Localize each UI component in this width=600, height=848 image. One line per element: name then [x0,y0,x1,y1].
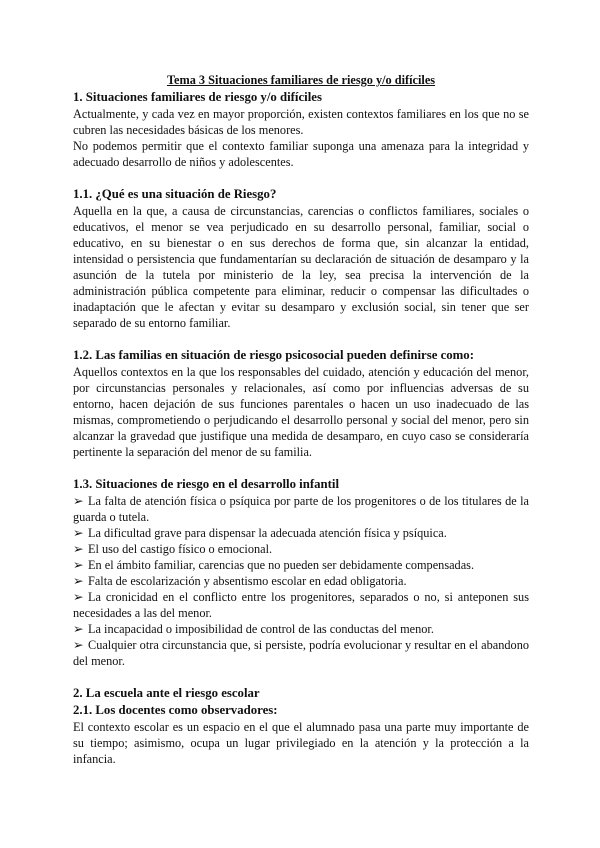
spacer [73,460,529,476]
risk-list [73,493,529,669]
spacer [73,170,529,186]
list-item [73,525,529,541]
arrow-bullet-icon: ➢ [73,526,84,540]
list-item [73,493,529,525]
spacer [73,331,529,347]
list-item-text: Cualquier otra circunstancia que, si persiste, podría evolucionar y resultar en el abandono del menor. [73,638,529,668]
list-item [73,557,529,573]
arrow-bullet-icon: ➢ [73,590,84,604]
document-page [73,72,529,767]
list-item [73,637,529,669]
section-1-2-paragraph: Aquellos contextos en la que los responsables del cuidado, atención y educación del menor, por circunstancias personales y relacionales, así como por influencias adversas de su entorno, hacen dejación de sus funciones parentales o hacen un uso inadecuado de las mismas, comprometiendo o perjudicando el desarrollo personal y social del menor, pero sin alcanzar la gravedad que justifique una medida de desamparo, en cuyo caso se consideraría pertinente la separación del menor de su familia. [73,365,529,459]
section-1-2-heading: 1.2. Las familias en situación de riesgo psicosocial pueden definirse como: [73,348,474,362]
section-2-1-heading: 2.1. Los docentes como observadores: [73,703,278,717]
spacer [73,669,529,685]
section-1-paragraph-1: Actualmente, y cada vez en mayor proporción, existen contextos familiares en los que no se cubren las necesidades básicas de los menores. [73,107,529,137]
list-item-text: La incapacidad o imposibilidad de control de las conductas del menor. [88,622,434,636]
section-1-1-paragraph: Aquella en la que, a causa de circunstancias, carencias o conflictos familiares, sociales o educativos, el menor se vea perjudicado en su desarrollo personal, familiar, social o educativo, en su bienestar o en sus derechos de forma que, sin alcanzar la entidad, intensidad o persistencia que fundamentarían su declaración de situación de desamparo y la asunción de la tutela por ministerio de la ley, sea precisa la intervención de la administración pública competente para eliminar, reducir o compensar las dificultades o inadaptación que le afectan y evitar su desamparo y exclusión social, sin tener que ser separado de su entorno familiar. [73,204,529,330]
section-2-heading: 2. La escuela ante el riesgo escolar [73,686,260,700]
list-item-text: En el ámbito familiar, carencias que no pueden ser debidamente compensadas. [88,558,475,572]
arrow-bullet-icon: ➢ [73,558,84,572]
list-item [73,541,529,557]
section-1-3-heading: 1.3. Situaciones de riesgo en el desarrollo infantil [73,477,340,491]
list-item [73,589,529,621]
list-item [73,621,529,637]
list-item-text: La dificultad grave para dispensar la adecuada atención física y psíquica. [88,526,447,540]
list-item-text: La cronicidad en el conflicto entre los progenitores, separados o no, si anteponen sus necesidades a las del menor. [73,590,529,620]
arrow-bullet-icon: ➢ [73,638,84,652]
section-1-heading: 1. Situaciones familiares de riesgo y/o difíciles [73,90,322,104]
section-2-1-paragraph: El contexto escolar es un espacio en el que el alumnado pasa una parte muy importante de su tiempo; asimismo, ocupa un lugar privilegiado en la atención y la protección a la infancia. [73,720,529,766]
arrow-bullet-icon: ➢ [73,574,84,588]
section-1-paragraph-2: No podemos permitir que el contexto familiar suponga una amenaza para la integridad y adecuado desarrollo de niños y adolescentes. [73,139,529,169]
arrow-bullet-icon: ➢ [73,622,84,636]
arrow-bullet-icon: ➢ [73,542,84,556]
list-item-text: El uso del castigo físico o emocional. [88,542,273,556]
arrow-bullet-icon: ➢ [73,494,84,508]
document-title: Tema 3 Situaciones familiares de riesgo y/o difíciles [166,73,436,87]
list-item [73,573,529,589]
list-item-text: Falta de escolarización y absentismo escolar en edad obligatoria. [88,574,407,588]
section-1-1-heading: 1.1. ¿Qué es una situación de Riesgo? [73,187,277,201]
list-item-text: La falta de atención física o psíquica por parte de los progenitores o de los titulares de la guarda o tutela. [73,494,529,524]
